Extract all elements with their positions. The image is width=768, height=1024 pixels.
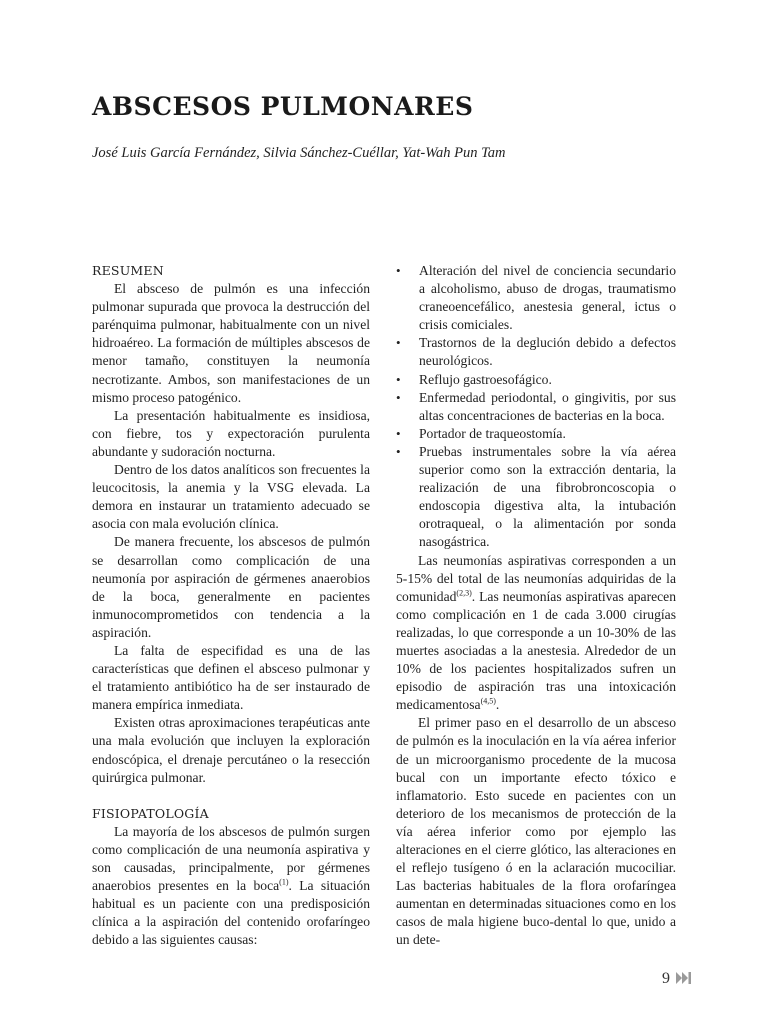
resumen-paragraph: El absceso de pulmón es una infección pulmonar supurada que provoca la destrucción del parénquima pulmonar, habitualmente con un nivel hidroaéreo. La formación de múltiples abscesos de menor tamaño, constituyen la neumonía necrotizante. Ambos, son manifestaciones de un mismo proceso patogénico. [92,281,370,405]
body-paragraph: El primer paso en el desarrollo de un absceso de pulmón es la inoculación en la vía aérea inferior de un microorganismo procedente de la mucosa bucal con un importante efecto tóxico e inflamatorio. Esto sucede en pacientes con un deterioro de los mecanismos de protección de la vía aérea inferior como por ejemplo las alteraciones en el cierre glótico, las alteraciones en el reflejo tusígeno ó en la aclaración mucociliar. Las bacterias habituales de la flora orofaríngea aumentan en determinadas situaciones como en los casos de mala higiene buco-dental lo que, unido a un dete- [396,715,676,948]
bullet-icon: • [396,389,401,405]
citation-ref[interactable]: (1) [279,877,289,887]
bullet-icon: • [396,371,401,387]
resumen-paragraph: La falta de especifidad es una de las características que definen el absceso pulmonar y el tratamiento antibiótico ha de ser instaurado de manera empírica inmediata. [92,642,370,713]
list-item [396,389,676,425]
resumen-paragraph: Dentro de los datos analíticos son frecuentes la leucocitosis, la anemia y la VSG elevada. La demora en instaurar un tratamiento adecuado se asocia con mala evolución clínica. [92,462,370,532]
list-item-text: Pruebas instrumentales sobre la vía aérea superior como son la extracción dentaria, la realización de una fibrobroncoscopia o endoscopia digestiva alta, la intubación orotraqueal, o la alimentación por sonda nasogástrica. [419,443,676,550]
body-paragraph [396,552,676,715]
authors: José Luis García Fernández, Silvia Sánchez-Cuéllar, Yat-Wah Pun Tam [92,145,506,161]
list-item [396,371,676,389]
fisiopatologia-paragraph [92,823,370,950]
list-item-text: Enfermedad periodontal, o gingivitis, por sus altas concentraciones de bacterias en la boca. [419,389,676,423]
bullet-icon: • [396,443,401,459]
paragraph-text: Las neumonías aspirativas corresponden a un 5-15% del total de las neumonías adquiridas de la comunidad [396,552,676,604]
bullet-icon: • [396,425,401,441]
resumen-paragraph: Existen otras aproximaciones terapéuticas ante una mala evolución que incluyen la exploración endoscópica, el drenaje percutáneo o la resección quirúrgica pulmonar. [92,715,370,785]
list-item-text: Reflujo gastroesofágico. [419,371,552,387]
citation-ref[interactable]: (4,5) [480,696,496,706]
list-item-text: Alteración del nivel de conciencia secundario a alcoholismo, abuso de drogas, traumatismo craneoencefálico, anestesia general, ictus o crisis comiciales. [419,263,676,333]
page-number: 9 [662,970,670,987]
list-item [396,443,676,552]
page-title: ABSCESOS PULMONARES [92,92,474,121]
list-item [396,425,676,443]
left-column [92,262,370,949]
resumen-paragraph: De manera frecuente, los abscesos de pulmón se desarrollan como complicación de una neumonía por aspiración de gérmenes anaerobios de la boca, generalmente en pacientes inmunocomprometidos con tendencia a la aspiración. [92,534,370,640]
list-item-text: Portador de traqueostomía. [419,425,566,441]
fast-forward-icon[interactable] [676,972,692,984]
citation-ref[interactable]: (2,3) [456,588,472,598]
list-item-text: Trastornos de la deglución debido a defectos neurológicos. [419,335,676,369]
fisiopatologia-heading: FISIOPATOLOGÍA [92,805,209,821]
bullet-icon: • [396,263,401,278]
resumen-heading: RESUMEN [92,263,164,278]
fisio-text-cont: . La situación habitual es un paciente con una predisposición clínica a la aspiración del contenido orofaríngeo debido a las siguientes causas: [92,878,370,948]
fisio-text: La mayoría de los abscesos de pulmón surgen como complicación de una neumonía aspirativa y son causadas, principalmente, por gérmenes anaerobios presentes en la boca [92,823,370,894]
list-item [396,262,676,334]
resumen-paragraph: La presentación habitualmente es insidiosa, con fiebre, tos y expectoración purulenta abundante y sudoración nocturna. [92,407,370,459]
causes-list [396,262,676,552]
right-column [396,262,676,950]
list-item [396,334,676,370]
paragraph-text: . [495,697,500,713]
paragraph-text: . Las neumonías aspirativas aparecen como complicación en 1 de cada 3.000 cirugías realizadas, lo que corresponde a un 10-30% de las muertes asociadas a la anestesia. Alrededor de un 10% de los pacientes hospitalizados sufren un episodio de aspiración tras una intoxicación medicamentosa [396,588,676,713]
bullet-icon: • [396,335,401,351]
